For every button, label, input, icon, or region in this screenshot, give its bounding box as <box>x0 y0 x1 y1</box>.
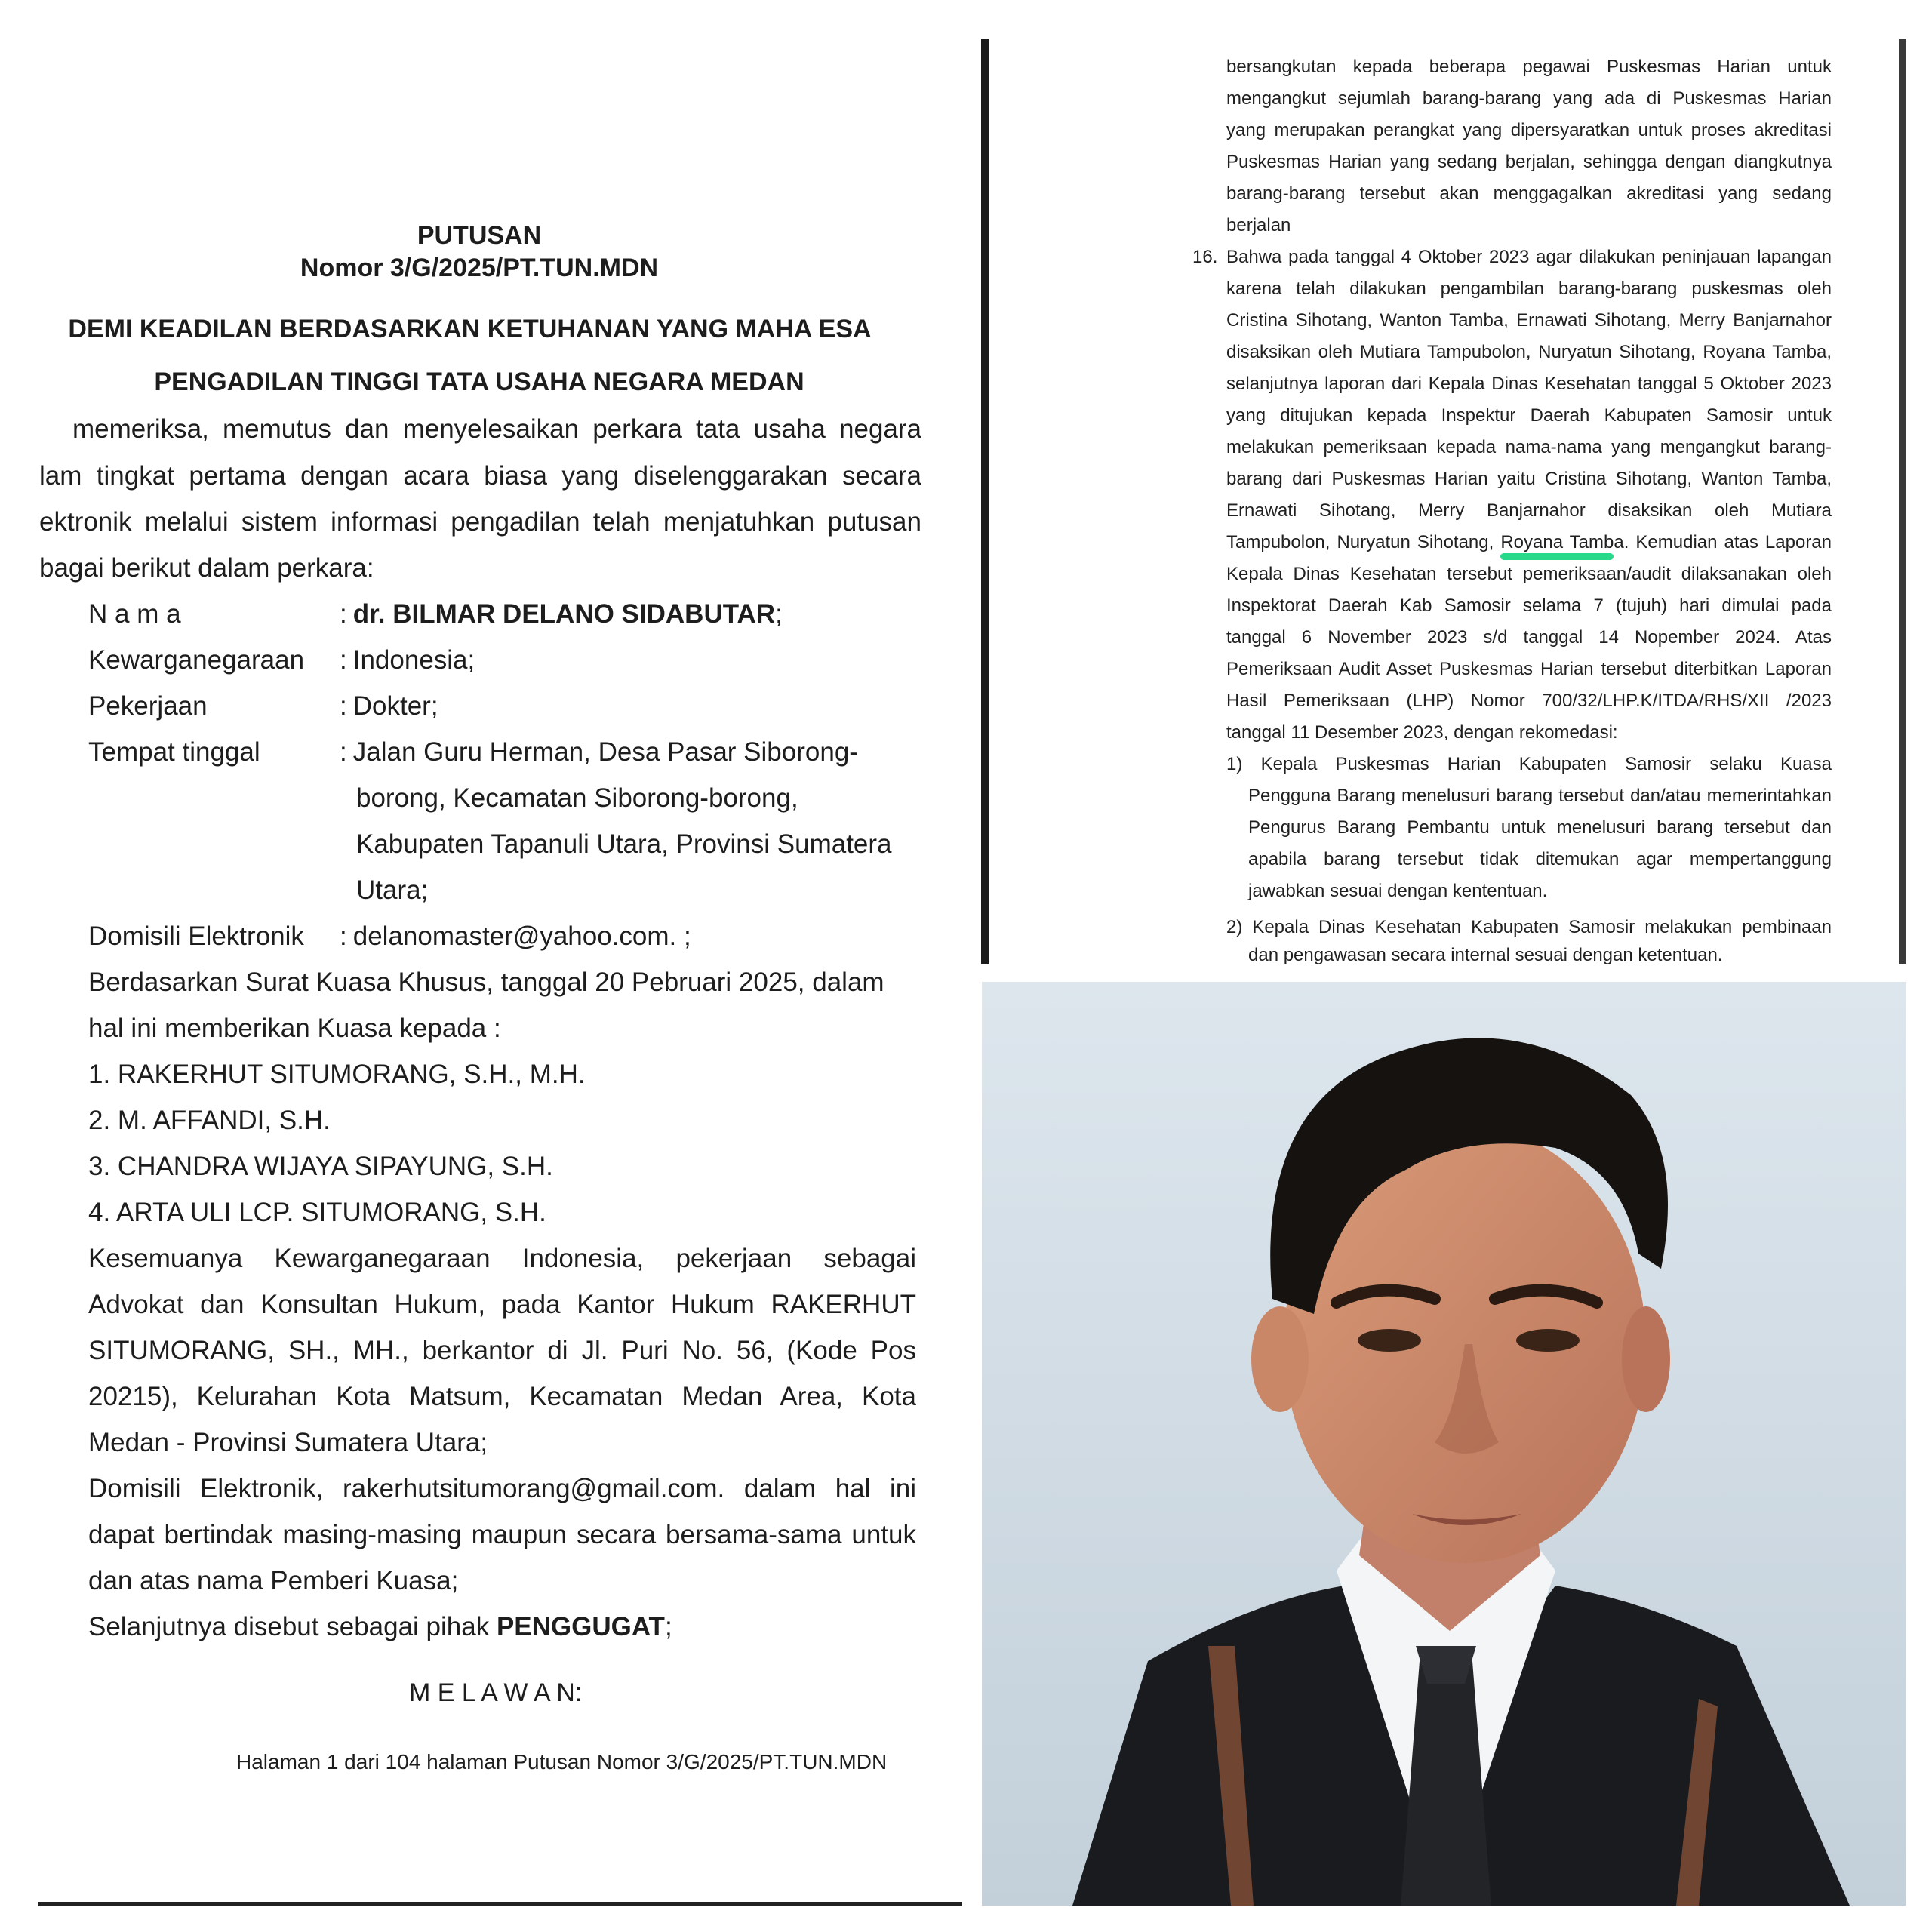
field-value-domisili: : delanomaster@yahoo.com. ; <box>340 921 691 951</box>
right-ear <box>1622 1306 1670 1412</box>
field-value-tempat-3: Kabupaten Tapanuli Utara, Provinsi Sumatera <box>356 829 892 859</box>
domisili-kuasa-line-1: Domisili Elektronik, rakerhutsitumorang@gmail.com. dalam hal ini <box>88 1474 916 1503</box>
rp-item-line-9: Ernawati Sihotang, Merry Banjarnahor disaksikan oleh Mutiara <box>1226 500 1832 521</box>
rp-item-line-10: Tampubolon, Nuryatun Sihotang, Royana Tamba. Kemudian atas Laporan <box>1226 532 1832 552</box>
doc-title: PUTUSAN <box>417 221 542 250</box>
left-eye <box>1358 1329 1421 1352</box>
plaintiff-name: dr. BILMAR DELANO SIDABUTAR <box>352 599 776 629</box>
rp-item-line-3: Cristina Sihotang, Wanton Tamba, Ernawati Sihotang, Merry Banjarnahor <box>1226 310 1832 331</box>
rp-top-line-3: yang merupakan perangkat yang dipersyaratkan untuk proses akreditasi <box>1226 120 1832 140</box>
rp-rec2-line-2: dan pengawasan secara internal sesuai dengan ketentuan. <box>1248 945 1723 965</box>
right-eye <box>1516 1329 1580 1352</box>
doc-heading-2: PENGADILAN TINGGI TATA USAHA NEGARA MEDAN <box>154 368 804 396</box>
left-ear <box>1251 1306 1309 1412</box>
domisili-kuasa-line-2: dapat bertindak masing-masing maupun secara bersama-sama untuk <box>88 1520 916 1549</box>
field-value-tempat-4: Utara; <box>356 875 429 905</box>
rp-item-line-4: disaksikan oleh Mutiara Tampubolon, Nuryatun Sihotang, Royana Tamba, <box>1226 342 1832 362</box>
lawyer-4: 4. ARTA ULI LCP. SITUMORANG, S.H. <box>88 1198 546 1227</box>
rp-rec1-line-5: jawabkan sesuai dengan kententuan. <box>1248 881 1548 901</box>
rp-item-line-5: selanjutnya laporan dari Kepala Dinas Kesehatan tanggal 5 Oktober 2023 <box>1226 374 1832 394</box>
doc-number: Nomor 3/G/2025/PT.TUN.MDN <box>300 254 659 282</box>
rp-item-line-14: Pemeriksaan Audit Asset Puskesmas Harian tersebut diterbitkan Laporan <box>1226 659 1832 679</box>
field-label-kewarganegaraan: Kewarganegaraan <box>88 645 305 675</box>
rp-item-line-13: tanggal 6 November 2023 s/d tanggal 14 Nopember 2024. Atas <box>1226 627 1832 648</box>
rp-item-line-1: Bahwa pada tanggal 4 Oktober 2023 agar dilakukan peninjauan lapangan <box>1226 247 1832 267</box>
intro-line-3: ektronik melalui sistem informasi pengadilan telah menjatuhkan putusan <box>39 507 921 537</box>
rp-item-line-2: karena telah dilakukan pengambilan barang-barang puskesmas oleh <box>1226 278 1832 299</box>
rp-rec1-line-2: Pengguna Barang menelusuri barang tersebut dan/atau memerintahkan <box>1248 786 1832 806</box>
field-label-pekerjaan: Pekerjaan <box>88 691 208 721</box>
rp-top-line-5: barang-barang tersebut akan menggagalkan akreditasi yang sedang <box>1226 183 1832 204</box>
rp-item-number: 16. <box>1192 247 1218 267</box>
rp-rec1-line-3: Pengurus Barang Pembantu untuk menelusuri barang tersebut dan <box>1248 817 1832 838</box>
field-value-nama: : dr. BILMAR DELANO SIDABUTAR; <box>340 599 783 629</box>
kesemuanya-line-3: SITUMORANG, SH., MH., berkantor di Jl. Puri No. 56, (Kode Pos <box>88 1336 916 1365</box>
page-bottom-rule <box>38 1902 962 1906</box>
kesemuanya-line-1: Kesemuanya Kewarganegaraan Indonesia, pekerjaan sebagai <box>88 1244 916 1273</box>
field-label-nama: N a m a <box>88 599 181 629</box>
kesemuanya-line-4: 20215), Kelurahan Kota Matsum, Kecamatan Medan Area, Kota <box>88 1382 916 1411</box>
portrait-photo <box>982 982 1906 1906</box>
rp-top-line-6: berjalan <box>1226 215 1291 235</box>
kesemuanya-line-2: Advokat dan Konsultan Hukum, pada Kantor Hukum RAKERHUT <box>88 1290 916 1319</box>
field-value-tempat-2: borong, Kecamatan Siborong-borong, <box>356 783 798 813</box>
rp-top-line-1: bersangkutan kepada beberapa pegawai Puskesmas Harian untuk <box>1226 57 1832 77</box>
field-value-pekerjaan: : Dokter; <box>340 691 438 721</box>
highlighted-name: Royana Tamba <box>1500 532 1624 552</box>
field-label-tempat: Tempat tinggal <box>88 737 260 767</box>
page-left-border <box>981 39 989 964</box>
field-label-domisili: Domisili Elektronik <box>88 921 304 951</box>
rp-item-line-11: Kepala Dinas Kesehatan tersebut pemeriksaan/audit dilaksanakan oleh <box>1226 564 1832 584</box>
rp-item-line-6: yang ditujukan kepada Inspektur Daerah Kabupaten Samosir untuk <box>1226 405 1832 426</box>
page-footer: Halaman 1 dari 104 halaman Putusan Nomor 3/G/2025/PT.TUN.MDN <box>236 1750 888 1774</box>
penggugat-label: PENGGUGAT <box>496 1612 665 1641</box>
penggugat-line: Selanjutnya disebut sebagai pihak PENGGUGAT; <box>88 1612 672 1641</box>
kuasa-line-2: hal ini memberikan Kuasa kepada : <box>88 1014 501 1043</box>
rp-item-line-16: tanggal 11 Desember 2023, dengan rekomedasi: <box>1226 722 1618 743</box>
lawyer-3: 3. CHANDRA WIJAYA SIPAYUNG, S.H. <box>88 1152 553 1181</box>
lawyer-1: 1. RAKERHUT SITUMORANG, S.H., M.H. <box>88 1060 586 1089</box>
melawan-heading: M E L A W A N: <box>409 1678 583 1707</box>
rp-rec1-line-4: apabila barang tersebut tidak ditemukan agar mempertanggung <box>1248 849 1832 869</box>
rp-item-line-8: barang dari Puskesmas Harian yaitu Cristina Sihotang, Wanton Tamba, <box>1226 469 1832 489</box>
intro-line-4: bagai berikut dalam perkara: <box>39 553 374 583</box>
rp-item-line-12: Inspektorat Daerah Kab Samosir selama 7 (tujuh) hari dimulai pada <box>1226 595 1832 616</box>
domisili-kuasa-line-3: dan atas nama Pemberi Kuasa; <box>88 1566 459 1595</box>
field-value-kewarganegaraan: : Indonesia; <box>340 645 475 675</box>
intro-line-2: lam tingkat pertama dengan acara biasa yang diselenggarakan secara <box>39 461 921 491</box>
field-value-tempat-1: : Jalan Guru Herman, Desa Pasar Siborong- <box>340 737 858 767</box>
lawyer-2: 2. M. AFFANDI, S.H. <box>88 1106 331 1135</box>
rp-top-line-2: mengangkut sejumlah barang-barang yang ada di Puskesmas Harian <box>1226 88 1832 109</box>
intro-line-1: memeriksa, memutus dan menyelesaikan perkara tata usaha negara <box>72 414 921 444</box>
rp-rec1-line-1: 1) Kepala Puskesmas Harian Kabupaten Samosir selaku Kuasa <box>1226 754 1832 774</box>
page-right-border <box>1899 39 1906 964</box>
rp-rec2-line-1: 2) Kepala Dinas Kesehatan Kabupaten Samosir melakukan pembinaan <box>1226 917 1832 937</box>
kuasa-line-1: Berdasarkan Surat Kuasa Khusus, tanggal 20 Pebruari 2025, dalam <box>88 968 884 997</box>
doc-heading-1: DEMI KEADILAN BERDASARKAN KETUHANAN YANG MAHA ESA <box>68 315 872 343</box>
rp-top-line-4: Puskesmas Harian yang sedang berjalan, sehingga dengan diangkutnya <box>1226 152 1832 172</box>
rp-item-line-15: Hasil Pemeriksaan (LHP) Nomor 700/32/LHP.K/ITDA/RHS/XII /2023 <box>1226 691 1832 711</box>
kesemuanya-line-5: Medan - Provinsi Sumatera Utara; <box>88 1428 488 1457</box>
portrait-illustration <box>982 982 1906 1906</box>
rp-item-line-7: melakukan pemeriksaan kepada nama-nama yang mengangkut barang- <box>1226 437 1832 457</box>
